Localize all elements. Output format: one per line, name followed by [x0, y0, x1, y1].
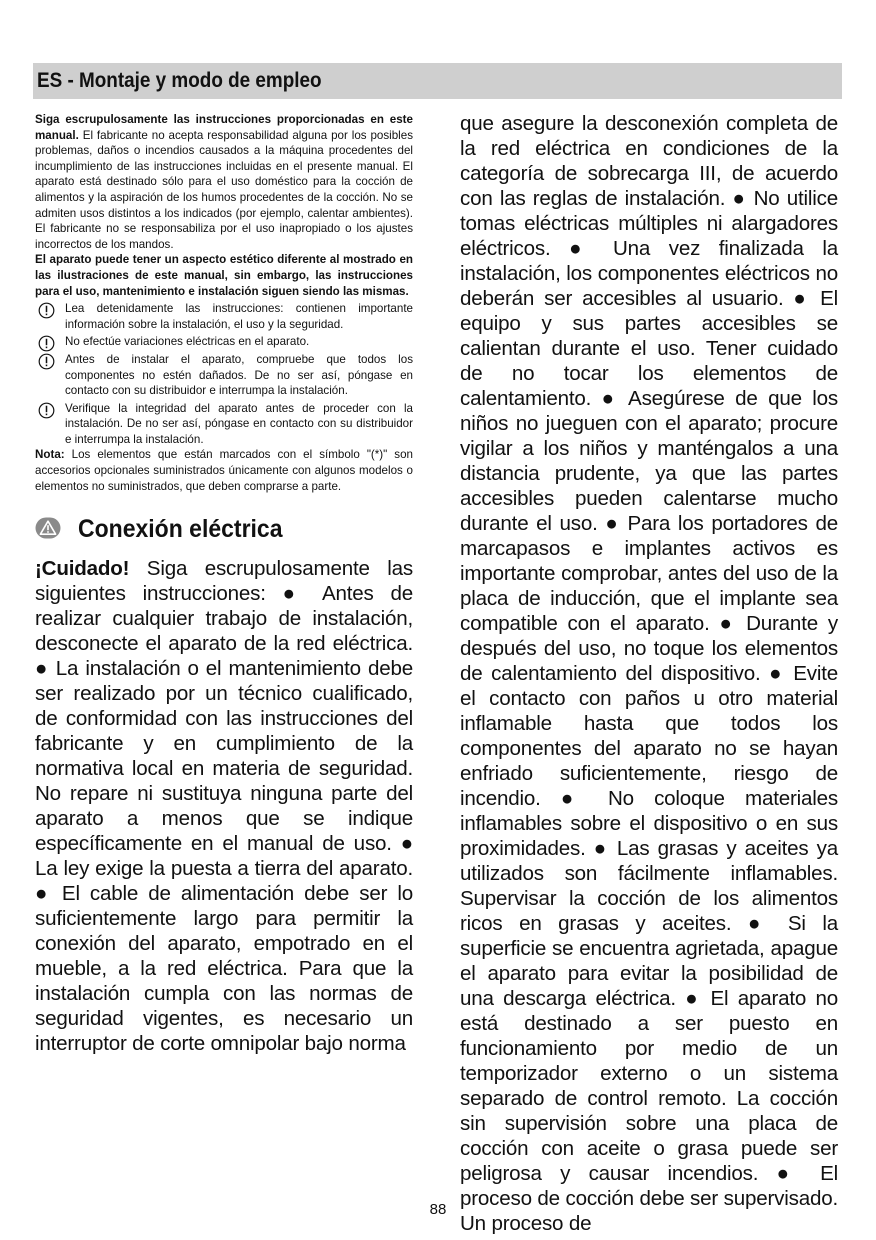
warning-text: Antes de instalar el aparato, compruebe que todos los componentes no estén dañados. De no ser así, póngase en contacto con su distribuidor e interrumpa la instalación. — [65, 352, 413, 398]
intro-bold-paragraph: El aparato puede tener un aspecto estético diferente al mostrado en las ilustraciones de este manual, sin embargo, las instrucciones para el uso, mantenimiento e instalación siguen siendo las mismas. — [35, 253, 413, 298]
left-column — [35, 112, 413, 1056]
right-column — [460, 111, 838, 1236]
warning-triangle-icon — [35, 517, 61, 539]
section-right-text: que asegure la desconexión completa de la red eléctrica en condiciones de la categoría de sobrecarga III, de acuerdo con las reglas de instalación. ● No utilice tomas eléctricas múltiples ni alargadores eléctricos. ● Una vez finalizada la instalación, los componentes eléctricos no deberán ser accesibles al usuario. ● El equipo y sus partes accesibles se calientan durante el uso. Tener cuidado de no tocar los elementos de calentamiento. ● Asegúrese de que los niños no jueguen con el aparato; procure vigilar a los niños y manténgalos a una distancia prudente, ya que las partes accesibles pueden calentarse mucho durante el uso. ● Para los portadores de marcapasos e implantes activos es importante comprobar, antes del uso de la placa de inducción, que el implante sea compatible con el aparato. ● Durante y después del uso, no toque los elementos de calentamiento del dispositivo. ● Evite el contacto con paños u otro material inflamable hasta que todos los componentes del aparato no se hayan enfriado suficientemente, riesgo de incendio. ● No coloque materiales inflamables sobre el dispositivo o en sus proximidades. ● Las grasas y aceites ya utilizados son fácilmente inflamables. Supervisar la cocción de los alimentos ricos en grasas y aceites. ● Si la superficie se encuentra agrietada, apague el aparato para evitar la posibilidad de una descarga eléctrica. ● El aparato no está destinado a ser puesto en funcionamiento por medio de un temporizador externo o un sistema separado de control remoto. La cocción sin supervisión sobre una placa de cocción con aceite o grasa puede ser peligrosa y causar incendios. ● El proceso de cocción debe ser supervisado. Un proceso de — [460, 112, 838, 1235]
exclamation-circle-icon — [38, 353, 55, 370]
warning-item — [35, 352, 413, 399]
warning-text: Lea detenidamente las instrucciones: contienen importante información sobre la instalación, el uso y la seguridad. — [65, 302, 413, 331]
warning-item — [35, 401, 413, 448]
note-label: Nota: — [35, 448, 65, 462]
exclamation-circle-icon — [38, 302, 55, 319]
exclamation-circle-icon — [38, 335, 55, 352]
page-number: 88 — [429, 1201, 447, 1218]
exclamation-circle-icon — [38, 402, 55, 419]
warning-text: No efectúe variaciones eléctricas en el aparato. — [65, 335, 310, 349]
section-left-text — [35, 556, 413, 1056]
section-title: Conexión eléctrica — [78, 515, 283, 544]
warning-text: Verifique la integridad del aparato antes de proceder con la instalación. De no ser así, póngase en contacto con su distribuidor e interrumpa la instalación. — [65, 401, 413, 446]
section-heading — [35, 514, 413, 548]
header-bar — [33, 63, 842, 99]
note-text: Los elementos que están marcados con el símbolo "(*)" son accesorios opcionales suministrados únicamente con algunos modelos o elementos no suministrados, que deben comprarse a parte. — [35, 448, 413, 493]
caution-label: ¡Cuidado! — [35, 557, 130, 581]
intro-paragraph — [35, 112, 413, 252]
intro-text: El fabricante no acepta responsabilidad alguna por los posibles problemas, daños o incendios causados a la máquina procedentes del incumplimiento de las instrucciones incluidas en el presente manual. El aparato está destinado sólo para el uso doméstico para la cocción de alimentos y la aspiración de los humos procedentes de la cocción. No se admiten usos distintos a los indicados (por ejemplo, calentar ambientes). El fabricante no se responsabiliza por el uso inapropiado o los ajustes incorrectos de los mandos. — [35, 128, 413, 251]
warning-item — [35, 301, 413, 332]
note-paragraph — [35, 447, 413, 494]
section-left-body: Siga escrupulosamente las siguientes instrucciones: ● Antes de realizar cualquier trabajo de instalación, desconecte el aparato de la red eléctrica. ● La instalación o el mantenimiento debe ser realizado por un técnico cualificado, de conformidad con las instrucciones del fabricante y en cumplimiento de la normativa local en materia de seguridad. No repare ni sustituya ninguna parte del aparato a menos que se indique específicamente en el manual de uso. ● La ley exige la puesta a tierra del aparato. ● El cable de alimentación debe ser lo suficientemente largo para permitir la conexión del aparato, empotrado en el mueble, a la red eléctrica. Para que la instalación cumpla con las normas de seguridad vigentes, es necesario un interruptor de corte omnipolar bajo norma — [35, 557, 413, 1056]
page-title: ES - Montaje y modo de empleo — [37, 69, 322, 92]
warning-item — [35, 334, 413, 350]
intro-bold: Siga escrupulosamente las instrucciones proporcionadas en este manual. — [35, 113, 413, 142]
